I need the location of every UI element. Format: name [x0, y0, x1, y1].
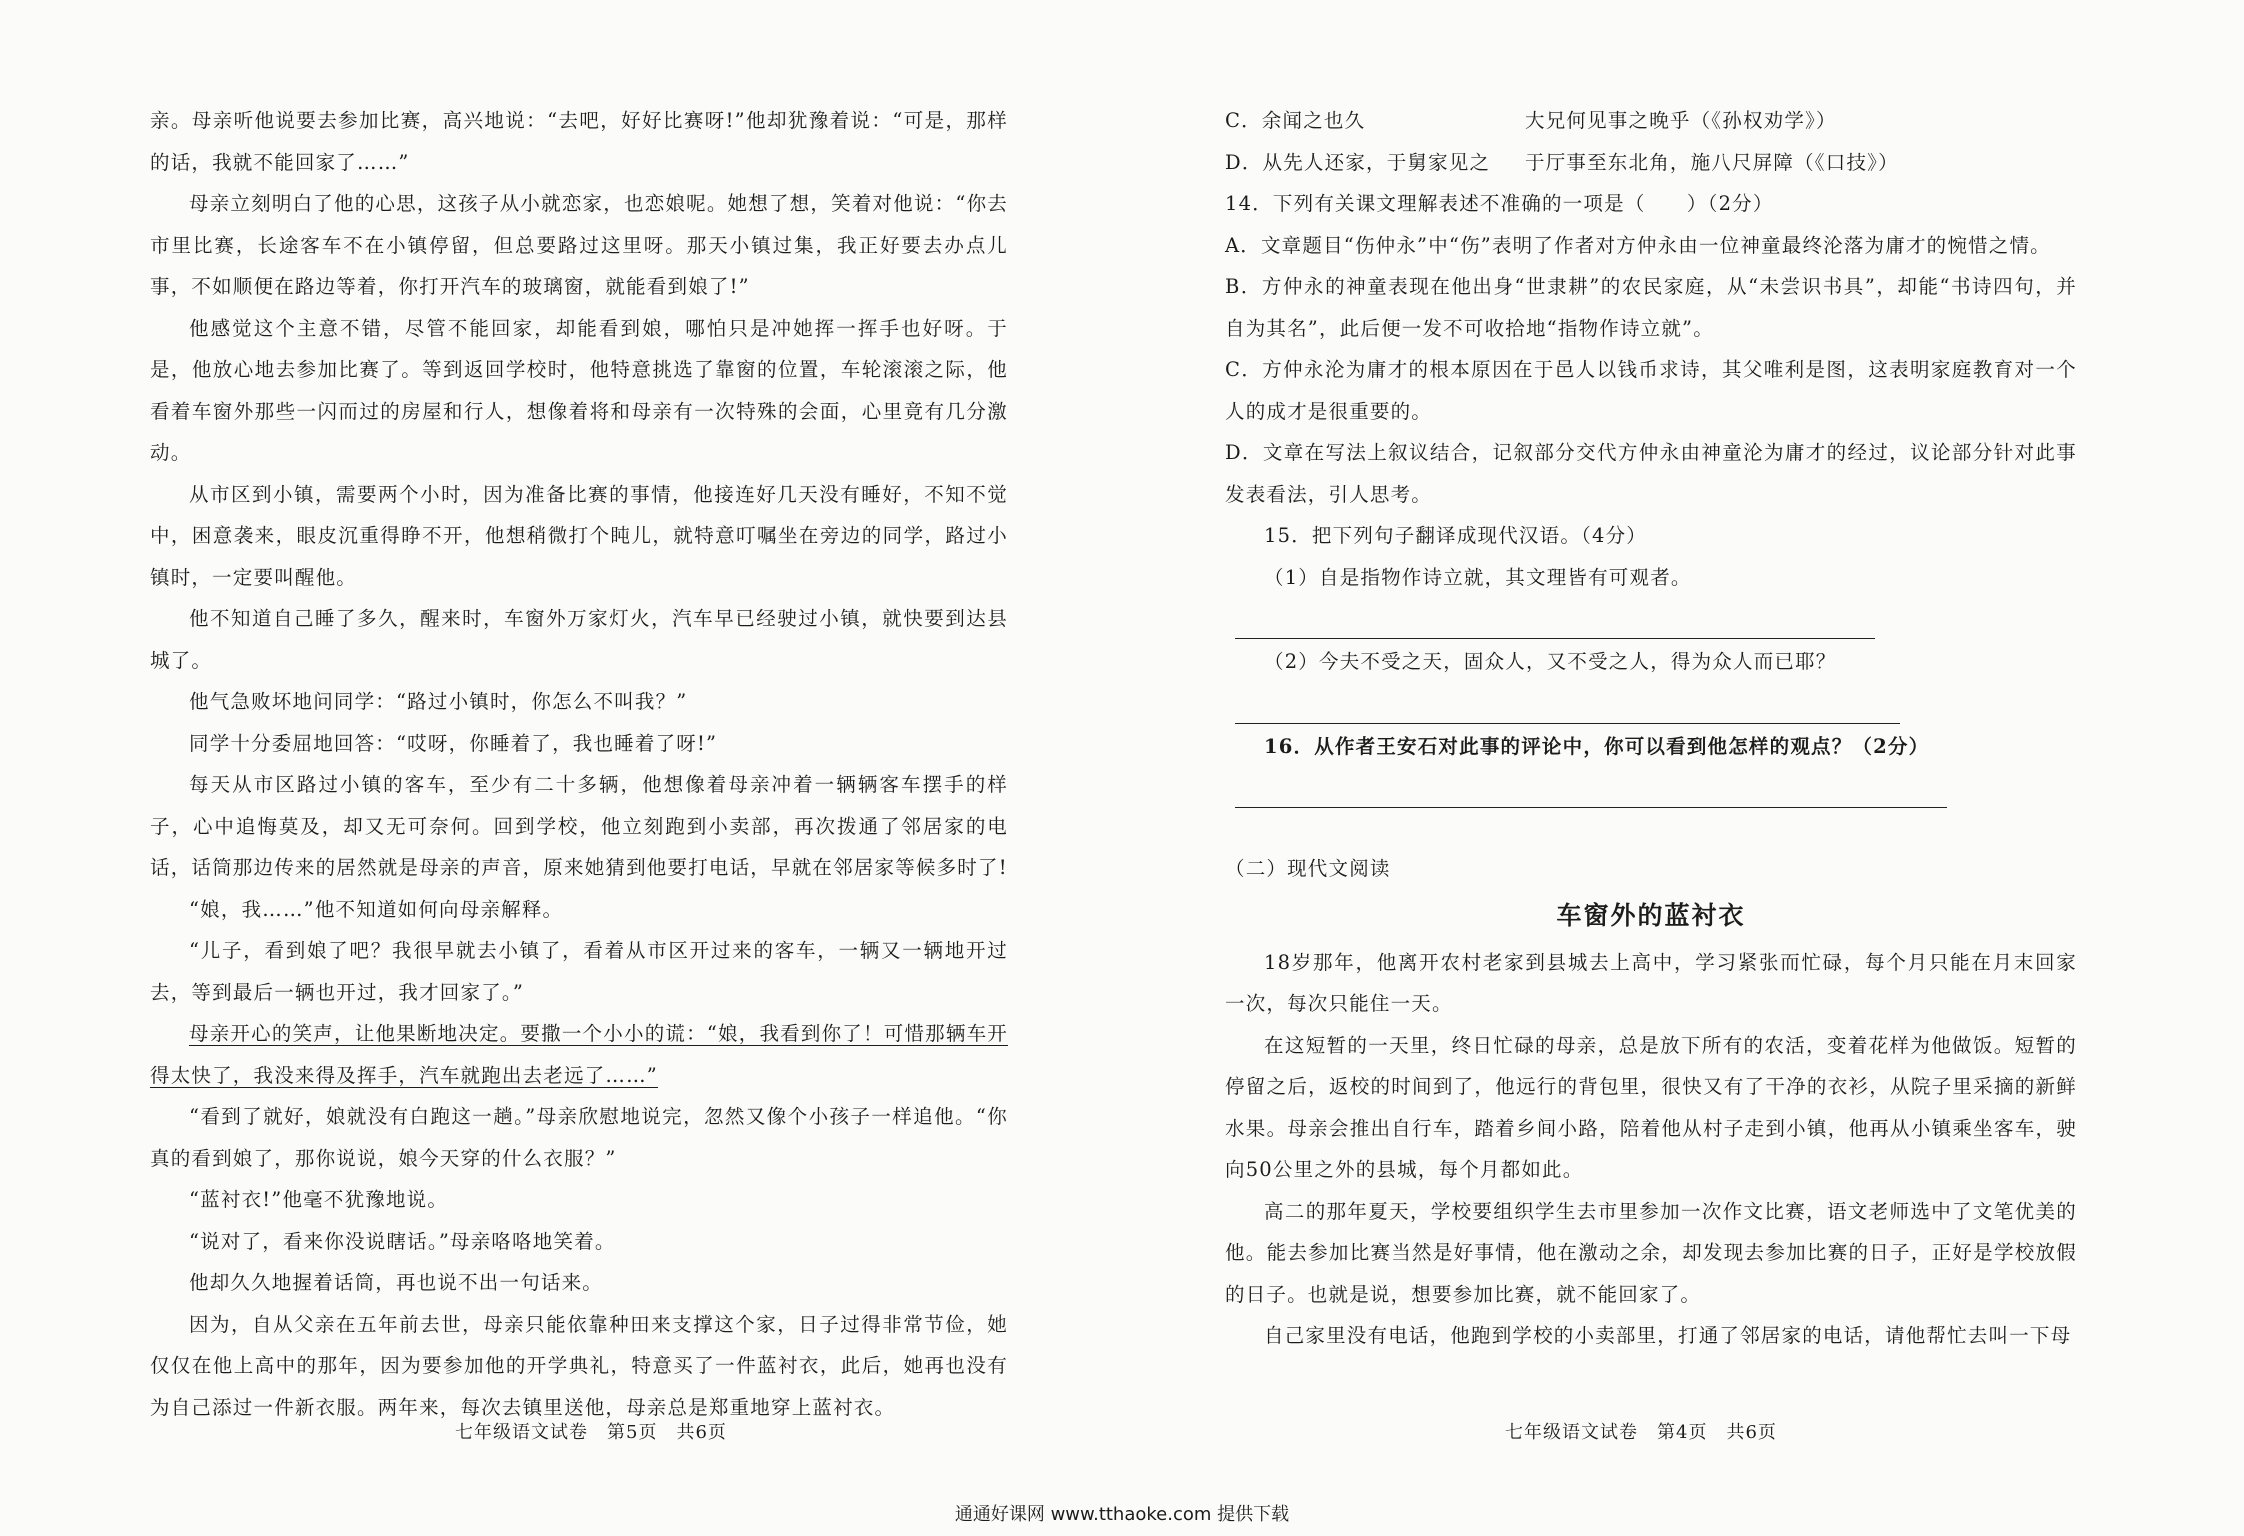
left-paragraph: 因为，自从父亲在五年前去世，母亲只能依靠种田来支撑这个家，日子过得非常节俭，她仅仅在他上高中的那年，因为要参加他的开学典礼，特意买了一件蓝衬衣，此后，她再也没有为自己添过一件新衣服。两年来，每次去镇里送他，母亲总是郑重地穿上蓝衬衣。 [150, 1312, 1008, 1419]
option-c-right: 大兄何见事之晚乎（《孙权劝学》） [1525, 109, 1837, 132]
left-paragraph: “儿子，看到娘了吧？我很早就去小镇了，看着从市区开过来的客车，一辆又一辆地开过去，等到最后一辆也开过，我才回家了。” [150, 939, 1008, 1004]
left-paragraph: 亲。母亲听他说要去参加比赛，高兴地说：“去吧，好好比赛呀!”他却犹豫着说：“可是，那样的话，我就不能回家了……” [150, 109, 1008, 174]
left-paragraph: 他不知道自己睡了多久，醒来时，车窗外万家灯火，汽车早已经驶过小镇，就快要到达县城了。 [150, 607, 1008, 672]
answer-line-16[interactable] [1235, 767, 1947, 808]
story-paragraph: 18岁那年，他离开农村老家到县城去上高中，学习紧张而忙碌，每个月只能在月末回家一次，每次只能住一天。 [1225, 950, 2077, 1015]
q14-option-b: B．方仲永的神童表现在他出身“世隶耕”的农民家庭，从“未尝识书具”，却能“书诗四句，并自为其名”，此后便一发不可收拾地“指物作诗立就”。 [1225, 275, 2077, 340]
right-page-column [1225, 100, 2077, 1357]
underlined-paragraph: 母亲开心的笑声，让他果断地决定。要撒一个小小的谎：“娘，我看到你了！可惜那辆车开得太快了，我没来得及挥手，汽车就跑出去老远了……” [150, 1022, 1008, 1087]
story-paragraph: 自己家里没有电话，他跑到学校的小卖部里，打通了邻居家的电话，请他帮忙去叫一下母 [1264, 1324, 2072, 1347]
question-15-1: （1）自是指物作诗立就，其文理皆有可观者。 [1264, 565, 1692, 589]
option-d-left: D．从先人还家，于舅家见之 [1225, 150, 1491, 174]
answer-line-15-2[interactable] [1235, 683, 1900, 724]
right-page-footer: 七年级语文试卷 第4页 共6页 [1505, 1422, 1777, 1443]
answer-line-15-1[interactable] [1235, 598, 1875, 639]
q14-option-c: C．方仲永沦为庸才的根本原因在于邑人以钱币求诗，其父唯利是图，这表明家庭教育对一个人的成才是很重要的。 [1225, 358, 2077, 423]
question-15: 15．把下列句子翻译成现代汉语。（4分） [1264, 524, 1647, 547]
option-c-left: C．余闻之也久 [1225, 109, 1366, 132]
left-paragraph: 他气急败坏地问同学：“路过小镇时，你怎么不叫我？” [189, 690, 688, 713]
question-14: 14．下列有关课文理解表述不准确的一项是（ ）（2分） [1225, 192, 1774, 215]
download-credit: 通通好课网 www.tthaoke.com 提供下载 [954, 1504, 1290, 1525]
question-15-2: （2）今夫不受之天，固众人，又不受之人，得为众人而已耶？ [1264, 650, 1837, 673]
left-paragraph: “看到了就好，娘就没有白跑这一趟。”母亲欣慰地说完，忽然又像个小孩子一样追他。“你真的看到娘了，那你说说，娘今天穿的什么衣服？” [150, 1105, 1008, 1170]
left-paragraph: 他却久久地握着话筒，再也说不出一句话来。 [189, 1271, 604, 1294]
left-paragraph: 同学十分委屈地回答：“哎呀，你睡着了，我也睡着了呀!” [189, 731, 718, 755]
left-paragraph: 母亲立刻明白了他的心思，这孩子从小就恋家，也恋娘呢。她想了想，笑着对他说：“你去市里比赛，长途客车不在小镇停留，但总要路过这里呀。那天小镇过集，我正好要去办点儿事，不如顺便在路边等着，你打开汽车的玻璃窗，就能看到娘了!” [150, 192, 1008, 298]
section-heading: （二）现代文阅读 [1225, 857, 1391, 880]
left-page-footer: 七年级语文试卷 第5页 共6页 [455, 1422, 727, 1443]
option-d-row [1225, 142, 2077, 184]
story-title: 车窗外的蓝衬衣 [1556, 900, 1746, 930]
left-paragraph: “蓝衬衣!”他毫不犹豫地说。 [189, 1188, 449, 1211]
question-16: 16．从作者王安石对此事的评论中，你可以看到他怎样的观点？（2分） [1264, 734, 1930, 758]
story-paragraph: 在这短暂的一天里，终日忙碌的母亲，总是放下所有的农活，变着花样为他做饭。短暂的停留之后，返校的时间到了，他远行的背包里，很快又有了干净的衣衫，从院子里采摘的新鲜水果。母亲会推出自行车，踏着乡间小路，陪着他从村子走到小镇，他再从小镇乘坐客车，驶向50公里之外的县城，每个月都如此。 [1225, 1033, 2077, 1181]
left-paragraph: 他感觉这个主意不错，尽管不能回家，却能看到娘，哪怕只是冲她挥一挥手也好呀。于是，他放心地去参加比赛了。等到返回学校时，他特意挑选了靠窗的位置，车轮滚滚之际，他看着车窗外那些一闪而过的房屋和行人，想像着将和母亲有一次特殊的会面，心里竟有几分激动。 [150, 316, 1008, 464]
q14-option-d: D．文章在写法上叙议结合，记叙部分交代方仲永由神童沦为庸才的经过，议论部分针对此事发表看法，引人思考。 [1225, 441, 2077, 506]
left-paragraph: 从市区到小镇，需要两个小时，因为准备比赛的事情，他接连好几天没有睡好，不知不觉中，困意袭来，眼皮沉重得睁不开，他想稍微打个盹儿，就特意叮嘱坐在旁边的同学，路过小镇时，一定要叫醒他。 [150, 482, 1008, 589]
left-paragraph: 每天从市区路过小镇的客车，至少有二十多辆，他想像着母亲冲着一辆辆客车摆手的样子，心中追悔莫及，却又无可奈何。回到学校，他立刻跑到小卖部，再次拨通了邻居家的电话，话筒那边传来的居然就是母亲的声音，原来她猜到他要打电话，早就在邻居家等候多时了! [150, 773, 1008, 879]
option-c-row [1225, 100, 2077, 142]
left-paragraph: “娘，我……”他不知道如何向母亲解释。 [189, 897, 564, 921]
q14-option-a: A．文章题目“伤仲永”中“伤”表明了作者对方仲永由一位神童最终沦落为庸才的惋惜之情。 [1225, 233, 2051, 257]
left-paragraph: “说对了，看来你没说瞎话。”母亲咯咯地笑着。 [189, 1229, 616, 1253]
option-d-right: 于厅事至东北角，施八尺屏障（《口技》） [1525, 150, 1899, 174]
story-paragraph: 高二的那年夏天，学校要组织学生去市里参加一次作文比赛，语文老师选中了文笔优美的他。能去参加比赛当然是好事情，他在激动之余，却发现去参加比赛的日子，正好是学校放假的日子。也就是说，想要参加比赛，就不能回家了。 [1225, 1199, 2077, 1306]
left-page-column [150, 100, 1008, 1428]
